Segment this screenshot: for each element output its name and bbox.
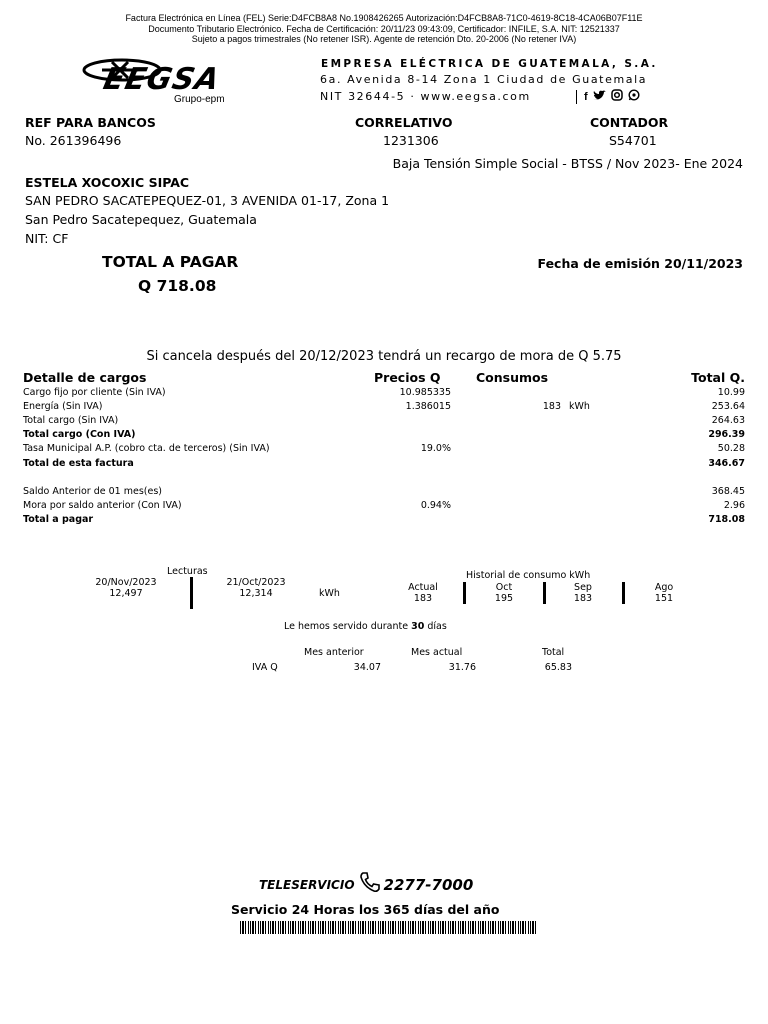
- charge-row-label: Total a pagar: [23, 514, 94, 525]
- history-label: Sep: [574, 582, 592, 593]
- history-value: 151: [654, 593, 674, 604]
- company-name: EMPRESA ELÉCTRICA DE GUATEMALA, S.A.: [321, 58, 658, 70]
- fel-header-line: Documento Tributario Electrónico. Fecha de Certificación: 20/11/23 09:43:09, Certificador: INFILE, S.A. NIT: 12521337: [148, 23, 620, 34]
- customer-name: ESTELA XOCOXIC SIPAC: [25, 175, 190, 190]
- charge-row-label: Total cargo (Sin IVA): [23, 415, 119, 426]
- social-icons: [576, 89, 640, 104]
- charge-row-label: Total cargo (Con IVA): [23, 429, 136, 440]
- charge-row-total: 718.08: [708, 514, 745, 525]
- history-label: Oct: [495, 582, 513, 593]
- charge-row-unit: kWh: [569, 401, 590, 412]
- iva-header: Mes anterior: [304, 647, 364, 658]
- charge-row-total: 10.99: [717, 387, 745, 398]
- reading-unit: kWh: [319, 588, 340, 599]
- teleservice-label: TELESERVICIO: [259, 877, 355, 892]
- charges-detail-header: Detalle de cargos: [23, 370, 147, 385]
- history-value: 183: [413, 593, 433, 604]
- fel-header-line: Sujeto a pagos trimestrales (No retener ISR). Agente de retención Dto. 20-2006 (No retener IVA): [191, 34, 577, 44]
- service-prefix: Le hemos servido durante: [284, 621, 409, 632]
- company-address: 6a. Avenida 8-14 Zona 1 Ciudad de Guatemala: [320, 73, 648, 86]
- history-label: Ago: [654, 582, 674, 593]
- total-amount: Q 718.08: [138, 277, 217, 295]
- tariff-line: Baja Tensión Simple Social - BTSS / Nov 2023- Ene 2024: [392, 156, 743, 171]
- charge-row-label: Cargo fijo por cliente (Sin IVA): [23, 387, 166, 398]
- iva-header: Total: [542, 647, 565, 658]
- charges-price-header: Precios Q: [374, 370, 441, 385]
- meter-value: S54701: [609, 133, 657, 148]
- logo-brand: EEGSA: [100, 62, 224, 97]
- logo-group: Grupo-epm: [174, 94, 225, 105]
- history-title: Historial de consumo kWh: [466, 570, 591, 581]
- phone-icon: [358, 870, 382, 899]
- service-days-line: [284, 621, 447, 632]
- history-divider: [463, 582, 466, 604]
- charge-row-label: Tasa Municipal A.P. (cobro cta. de terceros) (Sin IVA): [23, 443, 270, 454]
- charge-row-total: 50.28: [717, 443, 745, 454]
- correlative-label: CORRELATIVO: [355, 115, 453, 130]
- history-divider: [622, 582, 625, 604]
- eegsa-logo: [82, 50, 257, 108]
- total-label: TOTAL A PAGAR: [102, 253, 239, 271]
- customer-address-2: San Pedro Sacatepequez, Guatemala: [25, 212, 257, 227]
- charge-row-total: 368.45: [711, 486, 745, 497]
- facebook-icon[interactable]: f: [584, 90, 588, 103]
- charge-row-label: Saldo Anterior de 01 mes(es): [23, 486, 162, 497]
- company-nit-web: NIT 32644-5 · www.eegsa.com: [320, 90, 531, 103]
- charge-row-price: 0.94%: [420, 500, 451, 511]
- readings-divider: [190, 577, 193, 609]
- late-payment-notice: Si cancela después del 20/12/2023 tendrá un recargo de mora de Q 5.75: [146, 349, 622, 364]
- iva-header: Mes actual: [411, 647, 463, 658]
- charge-row-price: 10.985335: [399, 387, 451, 398]
- twitter-icon[interactable]: [593, 90, 606, 104]
- readings-title: Lecturas: [167, 566, 208, 577]
- bank-ref-label: REF PARA BANCOS: [25, 115, 156, 130]
- teleservice-phone[interactable]: 2277-7000: [383, 875, 474, 894]
- reading-current-date: 20/Nov/2023: [95, 577, 157, 588]
- service-hours: Servicio 24 Horas los 365 días del año: [231, 902, 500, 917]
- charge-row-label: Total de esta factura: [23, 458, 134, 469]
- instagram-icon[interactable]: [611, 89, 623, 104]
- fel-header: [0, 13, 768, 45]
- iva-value: 34.07: [353, 662, 381, 673]
- customer-nit: NIT: CF: [25, 231, 69, 246]
- iva-label: IVA Q: [252, 662, 278, 673]
- correlative-value: 1231306: [383, 133, 439, 148]
- charge-row-qty: 183: [542, 401, 561, 412]
- charge-row-price: 19.0%: [420, 443, 451, 454]
- history-label: Actual: [408, 582, 438, 593]
- reading-current-value: 12,497: [109, 588, 143, 599]
- charge-row-price: 1.386015: [405, 401, 451, 412]
- service-suffix: días: [427, 621, 447, 632]
- charges-consumption-header: Consumos: [476, 370, 549, 385]
- customer-address-1: SAN PEDRO SACATEPEQUEZ-01, 3 AVENIDA 01-17, Zona 1: [25, 193, 390, 208]
- iva-value: 65.83: [544, 662, 572, 673]
- charge-row-total: 264.63: [711, 415, 745, 426]
- bank-ref-value: No. 261396496: [25, 133, 122, 148]
- charges-total-header: Total Q.: [691, 370, 745, 385]
- social-separator: [576, 90, 577, 104]
- history-value: 183: [573, 593, 593, 604]
- charge-row-label: Mora por saldo anterior (Con IVA): [23, 500, 182, 511]
- charge-row-total: 253.64: [711, 401, 745, 412]
- reading-previous-date: 21/Oct/2023: [226, 577, 286, 588]
- reading-previous-value: 12,314: [239, 588, 273, 599]
- history-value: 195: [494, 593, 514, 604]
- issue-date: Fecha de emisión 20/11/2023: [537, 256, 743, 271]
- meter-label: CONTADOR: [590, 115, 669, 130]
- history-divider: [543, 582, 546, 604]
- charge-row-total: 2.96: [723, 500, 745, 511]
- whatsapp-icon[interactable]: [628, 89, 640, 104]
- iva-value: 31.76: [448, 662, 476, 673]
- charge-row-total: 296.39: [708, 429, 745, 440]
- teleservice: [259, 870, 473, 899]
- charge-row-label: Energía (Sin IVA): [23, 401, 103, 412]
- fel-header-line: Factura Electrónica en Línea (FEL) Serie:D4FCB8A8 No.1908426265 Autorización:D4FCB8A8-71C0-4619-8C18-4CA06B07F11E: [125, 13, 643, 23]
- charge-row-total: 346.67: [708, 458, 745, 469]
- barcode: [240, 921, 538, 934]
- service-days: 30: [411, 621, 425, 632]
